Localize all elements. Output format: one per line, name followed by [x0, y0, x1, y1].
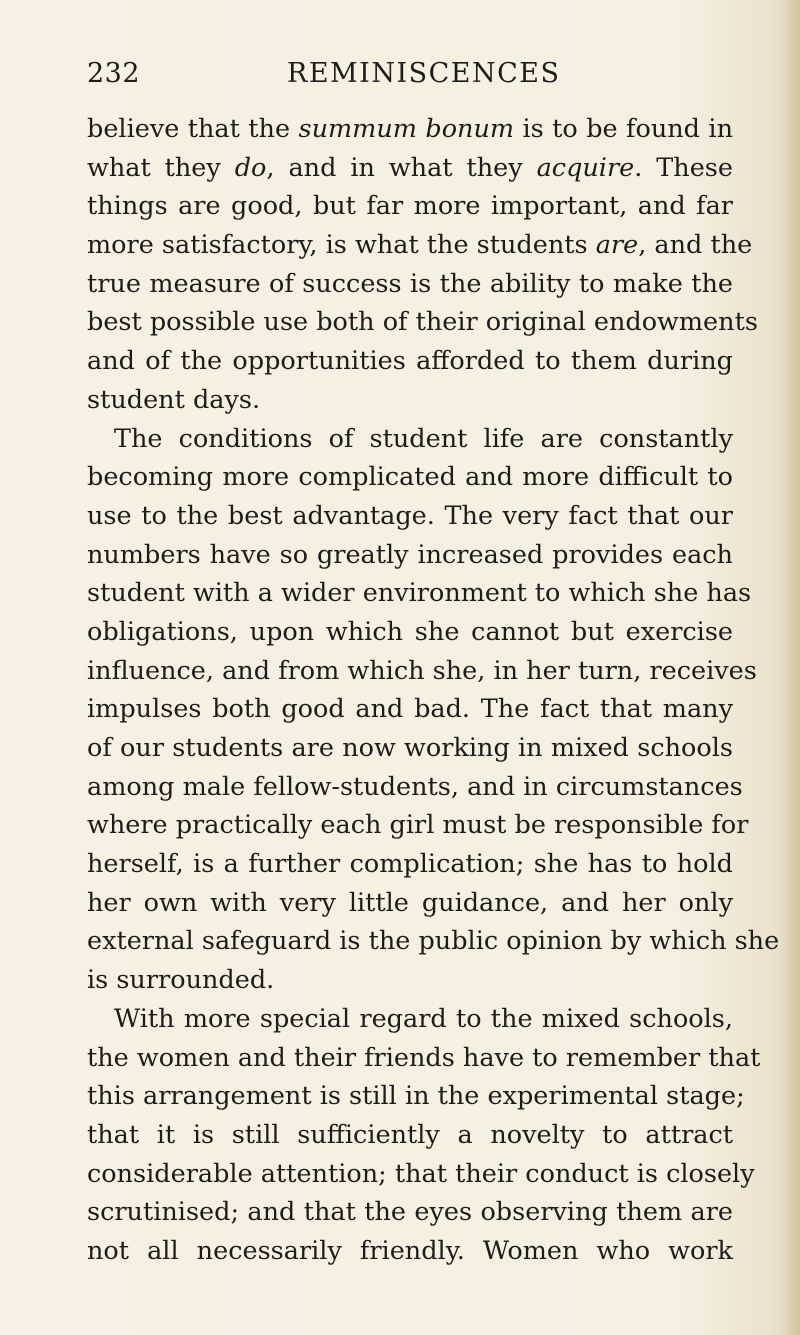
text-line: more satisfactory, is what the students are, and the [87, 230, 753, 261]
italic-text: are [595, 230, 639, 261]
paragraph [87, 1000, 761, 1271]
text-line: considerable attention; that their conduct is closely [87, 1158, 755, 1189]
italic-text: do [234, 152, 267, 183]
text-line: her own with very little guidance, and her only [87, 887, 733, 918]
text-line: With more special regard to the mixed schools, [114, 1003, 733, 1034]
text-line: student with a wider environment to which she has [87, 578, 752, 609]
text-line: this arrangement is still in the experimental stage; [87, 1081, 745, 1112]
text-line: herself, is a further complication; she has to hold [87, 849, 733, 880]
text-line: the women and their friends have to remember that [87, 1042, 761, 1073]
text-line: numbers have so greatly increased provides each [87, 539, 733, 570]
text-line: best possible use both of their original endowments [87, 307, 758, 338]
text-line: influence, and from which she, in her turn, receives [87, 655, 757, 686]
text-line: use to the best advantage. The very fact that our [87, 500, 733, 531]
text-line: scrutinised; and that the eyes observing them are [87, 1197, 733, 1228]
text-line: that it is still sufficiently a novelty to attract [87, 1119, 733, 1150]
running-head [87, 58, 733, 98]
text-line: external safeguard is the public opinion by which she [87, 926, 780, 957]
text-line: where practically each girl must be responsible for [87, 810, 749, 841]
text-line: what they do, and in what they acquire. These [87, 152, 733, 183]
text-line: and of the opportunities afforded to them during [87, 346, 733, 377]
text-line: student days. [87, 384, 261, 415]
paragraph [87, 110, 758, 420]
text-line: among male fellow-students, and in circumstances [87, 771, 743, 802]
text-line: is surrounded. [87, 965, 275, 996]
text-line: The conditions of student life are constantly [114, 423, 733, 454]
page-edge-shadow [782, 0, 800, 1335]
text-line: not all necessarily friendly. Women who work [87, 1235, 733, 1266]
text-line: of our students are now working in mixed schools [87, 733, 733, 763]
running-title: REMINISCENCES [287, 58, 561, 89]
page-number: 232 [87, 58, 141, 89]
text-line: impulses both good and bad. The fact that many [87, 694, 733, 725]
paragraph [87, 420, 780, 1000]
text-line: true measure of success is the ability to make the [87, 268, 733, 299]
text-line: believe that the summum bonum is to be found in [87, 114, 734, 144]
italic-text: acquire [536, 152, 635, 183]
text-line: becoming more complicated and more difficult to [87, 462, 733, 493]
text-line: obligations, upon which she cannot but exercise [87, 616, 733, 647]
text-line: things are good, but far more important, and far [87, 191, 733, 222]
body-text [87, 110, 780, 1271]
italic-text: summum bonum [298, 114, 515, 144]
